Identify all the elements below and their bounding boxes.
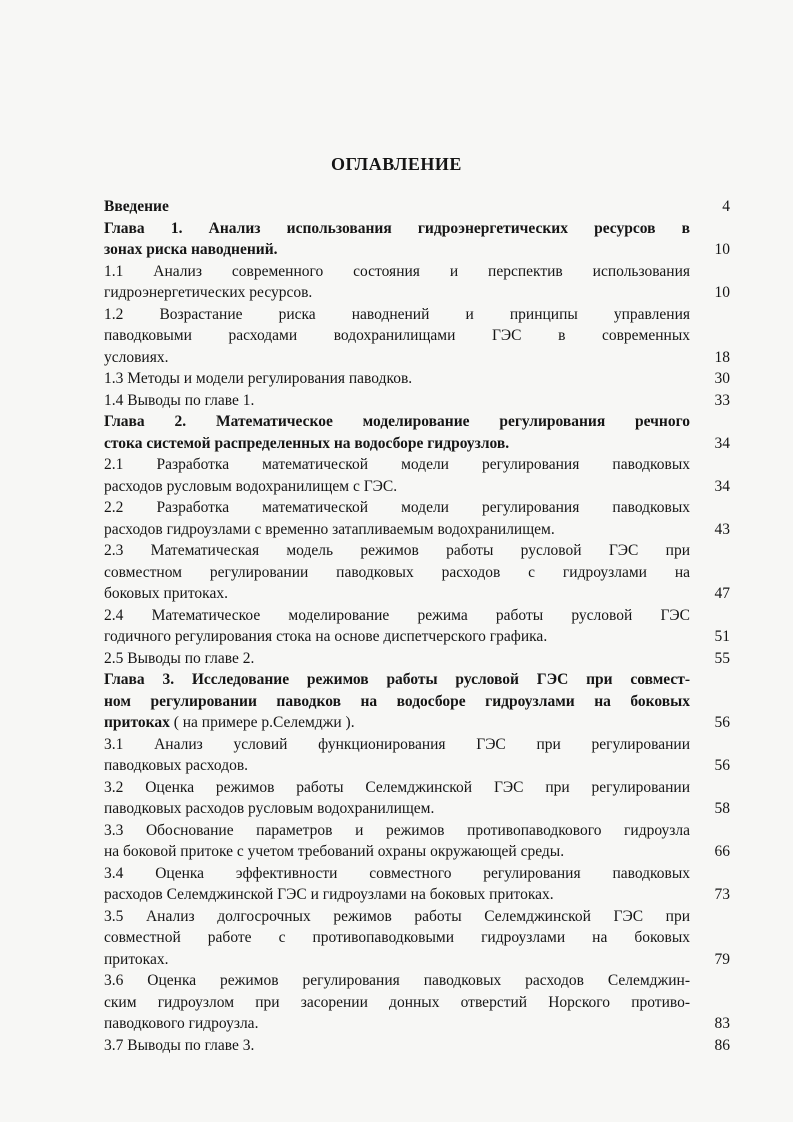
toc-entry [104, 777, 734, 820]
toc-entry [104, 648, 734, 670]
toc-page-number: 47 [714, 585, 730, 602]
toc-page-number: 83 [714, 1015, 730, 1032]
toc-entry-text [104, 1035, 690, 1057]
toc-entry-line: боковых притоках. [104, 585, 228, 602]
toc-entry-line: паводкового гидроузла. [104, 1015, 259, 1032]
toc-entry [104, 411, 734, 454]
toc-page-number: 56 [714, 714, 730, 731]
toc-entry-suffix: ( на примере р.Селемджи ). [169, 714, 355, 731]
toc-page-number: 56 [714, 757, 730, 774]
toc-entry [104, 454, 734, 497]
toc-entry-line: 3.3 Обоснование параметров и режимов противопаводкового гидроузла [104, 821, 690, 839]
toc-entry-line: паводковых расходов русловым водохранилищем. [104, 800, 435, 817]
toc-entry-line: притоках. [104, 950, 169, 968]
toc-page-number: 55 [714, 649, 730, 667]
toc-entry-line: 2.4 Математическое моделирование режима работы русловой ГЭС [104, 606, 690, 624]
table-of-contents [104, 196, 734, 1056]
toc-entry [104, 669, 734, 734]
toc-entry [104, 540, 734, 605]
toc-entry-line: 1.3 Методы и модели регулирования паводков. [104, 370, 413, 387]
toc-entry-line: на боковой притоке с учетом требований охраны окружающей среды. [104, 843, 565, 860]
toc-page-number: 30 [714, 370, 730, 387]
toc-entry-line: ским гидроузлом при засорении донных отверстий Норского противо- [104, 993, 690, 1011]
toc-entry [104, 368, 734, 390]
toc-entry-line: зонах риска наводнений. [104, 241, 278, 258]
toc-entry-line: стока системой распределенных на водосборе гидроузлов. [104, 434, 510, 452]
toc-page-number: 10 [714, 284, 730, 301]
toc-entry-line: расходов Селемджинской ГЭС и гидроузлами на боковых притоках. [104, 886, 554, 903]
toc-page-number: 43 [714, 520, 730, 538]
toc-entry [104, 304, 734, 369]
toc-entry-line: 1.2 Возрастание риска наводнений и принципы управления [104, 305, 690, 323]
toc-entry [104, 1035, 734, 1057]
toc-entry-text [104, 863, 690, 906]
toc-entry-line: 2.1 Разработка математической модели регулирования паводковых [104, 456, 690, 473]
toc-entry-text [104, 820, 690, 863]
toc-page-number: 34 [714, 434, 730, 452]
toc-entry-line: 3.7 Выводы по главе 3. [104, 1036, 255, 1054]
toc-page-number: 73 [714, 886, 730, 903]
toc-entry-text [104, 196, 690, 218]
toc-page-number: 66 [714, 843, 730, 860]
toc-entry-line: Глава 3. Исследование режимов работы русловой ГЭС при совмест- [104, 671, 690, 688]
toc-page-number: 34 [714, 477, 730, 495]
toc-entry [104, 734, 734, 777]
toc-entry-text [104, 970, 690, 1035]
toc-entry-line: расходов русловым водохранилищем с ГЭС. [104, 477, 398, 495]
toc-entry-line: условиях. [104, 348, 169, 366]
toc-entry-text [104, 218, 690, 261]
toc-entry-line: 2.5 Выводы по главе 2. [104, 649, 255, 667]
toc-entry [104, 390, 734, 412]
toc-entry-line: 1.1 Анализ современного состояния и перспектив использования [104, 262, 690, 280]
toc-page-number: 4 [722, 198, 730, 215]
toc-entry-line: Глава 1. Анализ использования гидроэнергетических ресурсов в [104, 219, 690, 237]
toc-entry-line: 3.6 Оценка режимов регулирования паводковых расходов Селемджин- [104, 972, 690, 989]
toc-entry-line: Введение [104, 198, 169, 215]
toc-entry-text [104, 906, 690, 971]
toc-entry-line: расходов гидроузлами с временно затапливаемым водохранилищем. [104, 520, 555, 538]
toc-entry [104, 196, 734, 218]
toc-entry-line: притоках ( на примере р.Селемджи ). [104, 714, 355, 731]
toc-entry-line: совместной работе с противопаводковыми гидроузлами на боковых [104, 929, 690, 946]
toc-page-number: 79 [714, 950, 730, 968]
toc-entry-text [104, 454, 690, 497]
toc-entry-text [104, 669, 690, 734]
toc-entry-line: Глава 2. Математическое моделирование регулирования речного [104, 413, 690, 430]
toc-entry-line: 2.2 Разработка математической модели регулирования паводковых [104, 499, 690, 516]
toc-entry-text [104, 540, 690, 605]
toc-page-number: 51 [714, 628, 730, 645]
toc-entry-line: 3.4 Оценка эффективности совместного регулирования паводковых [104, 864, 690, 882]
toc-entry [104, 497, 734, 540]
toc-entry-line: совместном регулировании паводковых расходов с гидроузлами на [104, 563, 690, 581]
toc-entry-line: 3.2 Оценка режимов работы Селемджинской ГЭС при регулировании [104, 778, 690, 796]
toc-entry-text [104, 390, 690, 412]
toc-page-number: 18 [714, 348, 730, 366]
toc-entry [104, 863, 734, 906]
toc-entry-text [104, 261, 690, 304]
toc-entry-line: 3.5 Анализ долгосрочных режимов работы Селемджинской ГЭС при [104, 907, 690, 925]
toc-entry-text [104, 734, 690, 777]
toc-entry-text [104, 497, 690, 540]
toc-entry-line: годичного регулирования стока на основе диспетчерского графика. [104, 628, 548, 645]
toc-entry-text [104, 368, 690, 390]
toc-entry-line: 1.4 Выводы по главе 1. [104, 391, 255, 409]
toc-entry-line: 3.1 Анализ условий функционирования ГЭС при регулировании [104, 735, 690, 753]
toc-entry-line: ном регулировании паводков на водосборе гидроузлами на боковых [104, 692, 690, 710]
toc-entry [104, 970, 734, 1035]
toc-entry-line: 2.3 Математическая модель режимов работы русловой ГЭС при [104, 542, 690, 559]
toc-entry [104, 605, 734, 648]
toc-entry-text [104, 411, 690, 454]
toc-entry [104, 820, 734, 863]
toc-entry-text [104, 648, 690, 670]
toc-page-number: 58 [714, 800, 730, 817]
toc-entry-line: паводковых расходов. [104, 757, 249, 774]
toc-entry-text [104, 304, 690, 369]
toc-entry [104, 261, 734, 304]
toc-entry-line: паводковыми расходами водохранилищами ГЭС в современных [104, 327, 690, 344]
toc-page-number: 10 [714, 241, 730, 258]
page-title: ОГЛАВЛЕНИЕ [331, 154, 462, 174]
toc-entry-text [104, 777, 690, 820]
toc-page-number: 33 [714, 391, 730, 409]
toc-page-number: 86 [714, 1036, 730, 1054]
toc-entry [104, 218, 734, 261]
toc-entry-text [104, 605, 690, 648]
toc-entry-line: гидроэнергетических ресурсов. [104, 284, 313, 301]
toc-entry [104, 906, 734, 971]
